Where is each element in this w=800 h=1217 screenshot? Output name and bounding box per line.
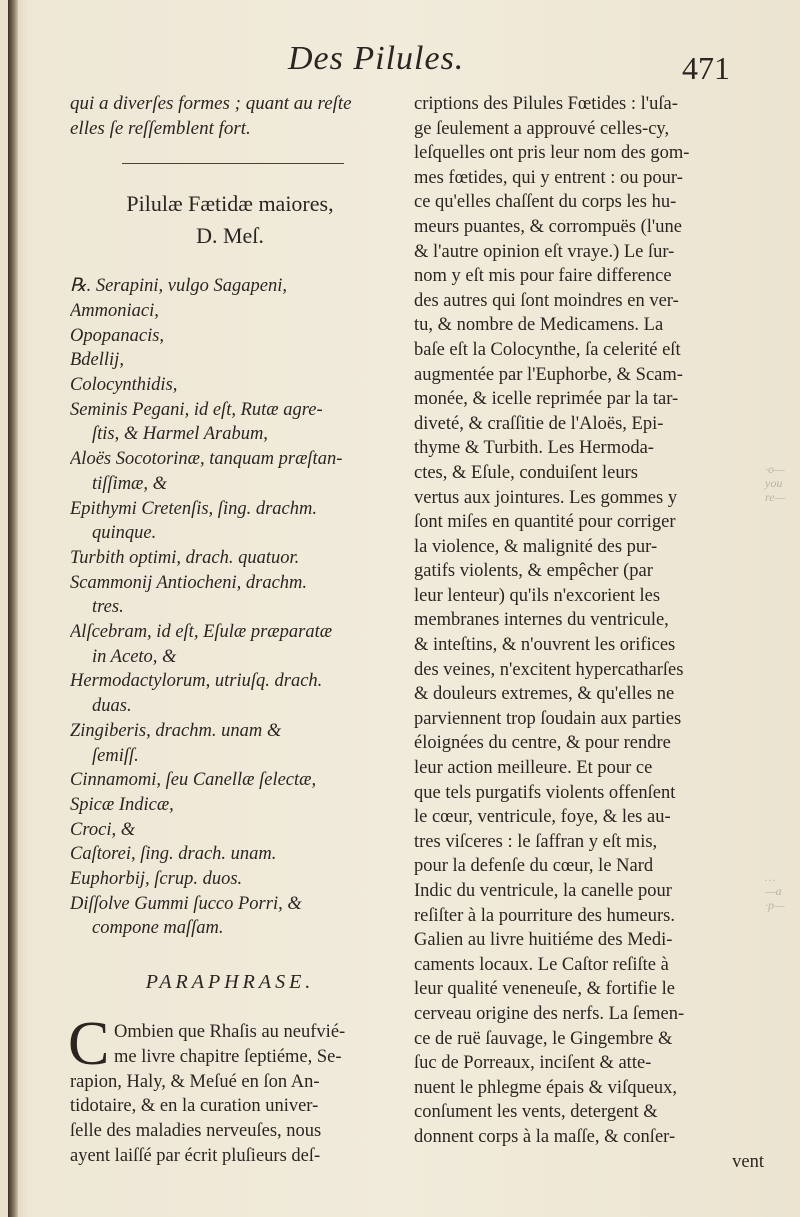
book-page [8, 0, 800, 1217]
text-line: que tels purgatifs violents offenſent [414, 782, 676, 803]
text-line: criptions des Pilules Fœtides : l'uſa- [414, 94, 678, 114]
text-line: Galien au livre huitiéme des Medi- [414, 930, 673, 951]
text-line: cerveau origine des nerfs. La ſemen- [414, 1003, 685, 1024]
recipe-line: Euphorbij, ſcrup. duos. [70, 869, 243, 890]
separator-rule [122, 163, 344, 164]
recipe-line: Diſſolve Gummi ſucco Porri, & [70, 893, 302, 914]
text-line: me livre chapitre ſeptiéme, Se- [114, 1046, 342, 1067]
text-line: nom y eſt mis pour faire difference [414, 266, 672, 287]
recipe-line: Seminis Pegani, id eſt, Rutæ agre- [70, 399, 323, 420]
text-line: ge ſeulement a approuvé celles-cy, [414, 118, 670, 139]
text-line: gatifs violents, & empêcher (par [414, 561, 653, 582]
text-line: leſquelles ont pris leur nom des gom- [414, 143, 690, 164]
bleed-through-mark: ·o— you re— [765, 462, 786, 504]
text-line: monée, & icelle reprimée par la tar- [414, 389, 679, 410]
recipe-title [70, 188, 390, 252]
recipe-line: Bdellij, [70, 350, 124, 371]
text-line: vertus aux jointures. Les gommes y [414, 487, 678, 508]
text-line: leur action meilleure. Et pour ce [414, 758, 653, 779]
text-line: Indic du ventricule, la canelle pour [414, 881, 672, 901]
book-spine-shadow [8, 0, 18, 1217]
paraphrase-body [68, 1010, 390, 1168]
recipe-line: Turbith optimi, drach. quatuor. [70, 547, 300, 568]
recipe-line: Scammonij Antiocheni, drachm. [70, 572, 308, 593]
text-line: tidotaire, & en la curation univer- [70, 1096, 319, 1117]
recipe-line: Caſtorei, ſing. drach. unam. [70, 844, 277, 865]
text-line: leur lenteur) qu'ils n'excorient les [414, 585, 661, 606]
page-number: 471 [682, 50, 730, 86]
text-line: elles ſe reſſemblent fort. [70, 117, 251, 139]
catchword: vent [732, 1151, 764, 1172]
text-line: tu, & nombre de Medicamens. La [414, 315, 664, 336]
text-line: augmentée par l'Euphorbe, & Scam- [414, 364, 683, 385]
intro-text [70, 92, 390, 141]
recipe-line: Epithymi Cretenſis, ſing. drachm. [70, 498, 317, 519]
right-column [414, 92, 770, 1174]
text-line: ſelle des maladies nerveuſes, nous [70, 1120, 322, 1141]
text-line: & l'autre opinion eſt vraye.) Le ſur- [414, 241, 675, 262]
recipe-line: Opopanacis, [70, 325, 165, 346]
recipe-line: compone maſſam. [92, 918, 224, 939]
text-line: mes fœtides, qui y entrent : ou pour- [414, 167, 683, 188]
text-line: des veines, n'excitent hypercatharſes [414, 659, 684, 680]
text-line: thyme & Turbith. Les Hermoda- [414, 438, 654, 459]
recipe-line: Aloës Socotorinæ, tanquam præſtan- [70, 449, 343, 470]
recipe-line: tiſſimæ, & [92, 473, 168, 494]
text-line: baſe eſt la Colocynthe, ſa celerité eſt [414, 339, 681, 360]
text-line: ayent laiſſé par écrit pluſieurs deſ- [70, 1145, 321, 1166]
recipe-list [70, 274, 390, 941]
recipe-line: Cinnamomi, ſeu Canellæ ſelectæ, [70, 770, 317, 791]
running-header: Des Pilules. [288, 40, 465, 77]
text-line: ce qu'elles chaſſent du corps les hu- [414, 192, 677, 213]
text-line: & douleurs extremes, & qu'elles ne [414, 684, 675, 705]
text-line: parviennent trop ſoudain aux parties [414, 708, 682, 729]
text-line: qui a diverſes formes ; quant au reſte [70, 93, 352, 114]
text-line: éloignées du centre, & pour rendre [414, 733, 671, 754]
paraphrase-heading: PARAPHRASE. [145, 971, 315, 994]
left-column [70, 92, 390, 1168]
recipe-line: Ammoniaci, [70, 300, 159, 321]
recipe-line: ſtis, & Harmel Arabum, [92, 424, 268, 445]
text-line: ctes, & Eſule, conduiſent leurs [414, 462, 638, 483]
text-line: leur qualité veneneuſe, & fortifie le [414, 979, 675, 1000]
text-line: diveté, & craſſitie de l'Aloës, Epi- [414, 413, 664, 434]
text-line: conſument les vents, detergent & [414, 1102, 658, 1123]
text-line: rapion, Haly, & Meſué en ſon An- [70, 1071, 320, 1092]
text-line: ſont miſes en quantité pour corriger [414, 512, 676, 533]
text-line: reſiſter à la pourriture des humeurs. [414, 905, 675, 926]
recipe-line: ſemiſſ. [92, 745, 139, 766]
text-line: tres viſceres : le ſaffran y eſt mis, [414, 831, 658, 852]
drop-cap: C [68, 1010, 110, 1079]
text-line: & inteſtins, & n'ouvrent les orifices [414, 635, 676, 656]
recipe-line: Zingiberis, drachm. unam & [70, 720, 282, 741]
title-line: D. Meſ. [196, 223, 264, 249]
recipe-line: quinque. [92, 523, 157, 544]
text-line: meurs puantes, & corrompuës (l'une [414, 216, 682, 237]
recipe-line: Colocynthidis, [70, 375, 178, 395]
recipe-line: Hermodactylorum, utriuſq. drach. [70, 671, 323, 692]
text-line: caments locaux. Le Caſtor reſiſte à [414, 954, 669, 975]
text-line: des autres qui ſont moindres en ver- [414, 290, 679, 311]
text-line: le cœur, ventricule, foye, & les au- [414, 807, 671, 828]
title-line: Pilulæ Fætidæ maiores, [126, 191, 334, 217]
recipe-line: tres. [92, 597, 124, 618]
text-line: ce de ruë ſauvage, le Gingembre & [414, 1028, 673, 1049]
bleed-through-mark: … —a ·p— [765, 870, 785, 912]
recipe-line: Alſcebram, id eſt, Eſulæ præparatæ [70, 622, 333, 643]
text-line: ſuc de Porreaux, inciſent & atte- [414, 1053, 652, 1074]
text-line: Ombien que Rhaſis au neufvié- [114, 1022, 346, 1043]
text-line: donnent corps à la maſſe, & conſer- [414, 1126, 676, 1147]
recipe-line: in Aceto, & [92, 646, 177, 667]
text-line: membranes internes du ventricule, [414, 610, 669, 631]
text-line: la violence, & malignité des pur- [414, 536, 658, 557]
text-line: pour la defenſe du cœur, le Nard [414, 856, 654, 877]
recipe-line: ℞. Serapini, vulgo Sagapeni, [70, 276, 287, 297]
recipe-line: Spicæ Indicæ, [70, 794, 174, 815]
text-line: nuent le phlegme épais & viſqueux, [414, 1077, 678, 1098]
recipe-line: Croci, & [70, 819, 136, 840]
recipe-line: duas. [92, 696, 132, 717]
